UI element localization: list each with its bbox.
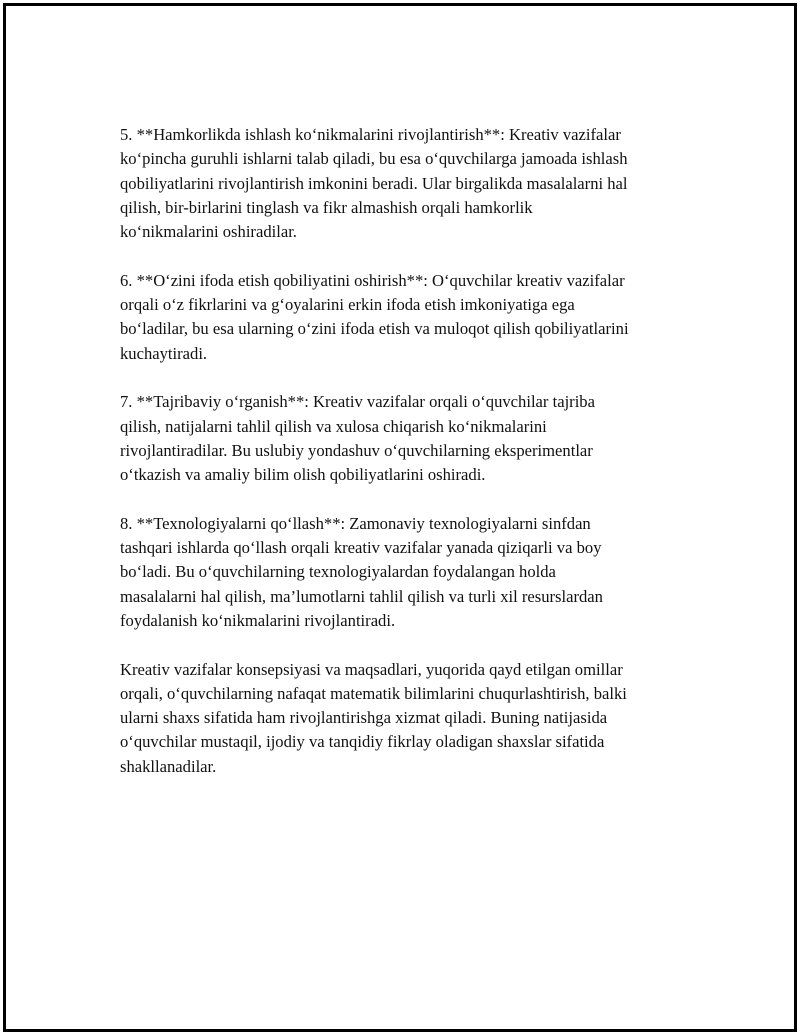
text-line: orqali, o‘quvchilarning nafaqat matematik bilimlarini chuqurlashtirish, balki [120,683,627,703]
text-line: orqali o‘z fikrlarini va g‘oyalarini erkin ifoda etish imkoniyatiga ega [120,295,575,315]
text-line: ko‘nikmalarini oshiradilar. [120,222,297,242]
text-line: 5. **Hamkorlikda ishlash ko‘nikmalarini rivojlantirish**: Kreativ vazifalar [120,125,621,144]
text-line: bo‘ladilar, bu esa ularning o‘zini ifoda etish va muloqot qilish qobiliyatlarini [120,319,629,339]
text-line: masalalarni hal qilish, ma’lumotlarni tahlil qilish va turli xil resurslardan [120,586,603,606]
document-body [120,123,695,803]
paragraph-collaboration [120,123,695,244]
text-line: qilish, bir-birlarini tinglash va fikr almashish orqali hamkorlik [120,197,533,217]
text-line: qilish, natijalarni tahlil qilish va xulosa chiqarish ko‘nikmalarini [120,416,547,436]
text-line: rivojlantiradilar. Bu uslubiy yondashuv o‘quvchilarning eksperimentlar [120,440,593,460]
text-line: shakllanadilar. [120,756,217,776]
text-line: qobiliyatlarini rivojlantirish imkonini beradi. Ular birgalikda masalalarni hal [120,173,628,193]
paragraph-conclusion [120,658,695,779]
text-line: foydalanish ko‘nikmalarini rivojlantiradi. [120,610,396,630]
text-line: ko‘pincha guruhli ishlarni talab qiladi, bu esa o‘quvchilarga jamoada ishlash [120,149,628,169]
page [3,3,797,1032]
paragraph-technology-use [120,512,695,633]
text-line: kuchaytiradi. [120,343,208,363]
paragraph-self-expression [120,269,695,366]
text-line: 6. **O‘zini ifoda etish qobiliyatini oshirish**: O‘quvchilar kreativ vazifalar [120,270,625,290]
text-line: bo‘ladi. Bu o‘quvchilarning texnologiyalardan foydalangan holda [120,562,556,582]
text-line: o‘quvchilar mustaqil, ijodiy va tanqidiy fikrlay oladigan shaxslar sifatida [120,732,605,752]
text-line: Kreativ vazifalar konsepsiyasi va maqsadlari, yuqorida qayd etilgan omillar [120,659,623,679]
text-line: tashqari ishlarda qo‘llash orqali kreativ vazifalar yanada qiziqarli va boy [120,538,602,558]
text-line: 8. **Texnologiyalarni qo‘llash**: Zamonaviy texnologiyalarni sinfdan [120,513,591,533]
text-line: ularni shaxs sifatida ham rivojlantirishga xizmat qiladi. Buning natijasida [120,708,608,728]
text-line: o‘tkazish va amaliy bilim olish qobiliyatlarini oshiradi. [120,465,486,485]
paragraph-experiential-learning [120,390,695,487]
text-line: 7. **Tajribaviy o‘rganish**: Kreativ vazifalar orqali o‘quvchilar tajriba [120,392,595,412]
